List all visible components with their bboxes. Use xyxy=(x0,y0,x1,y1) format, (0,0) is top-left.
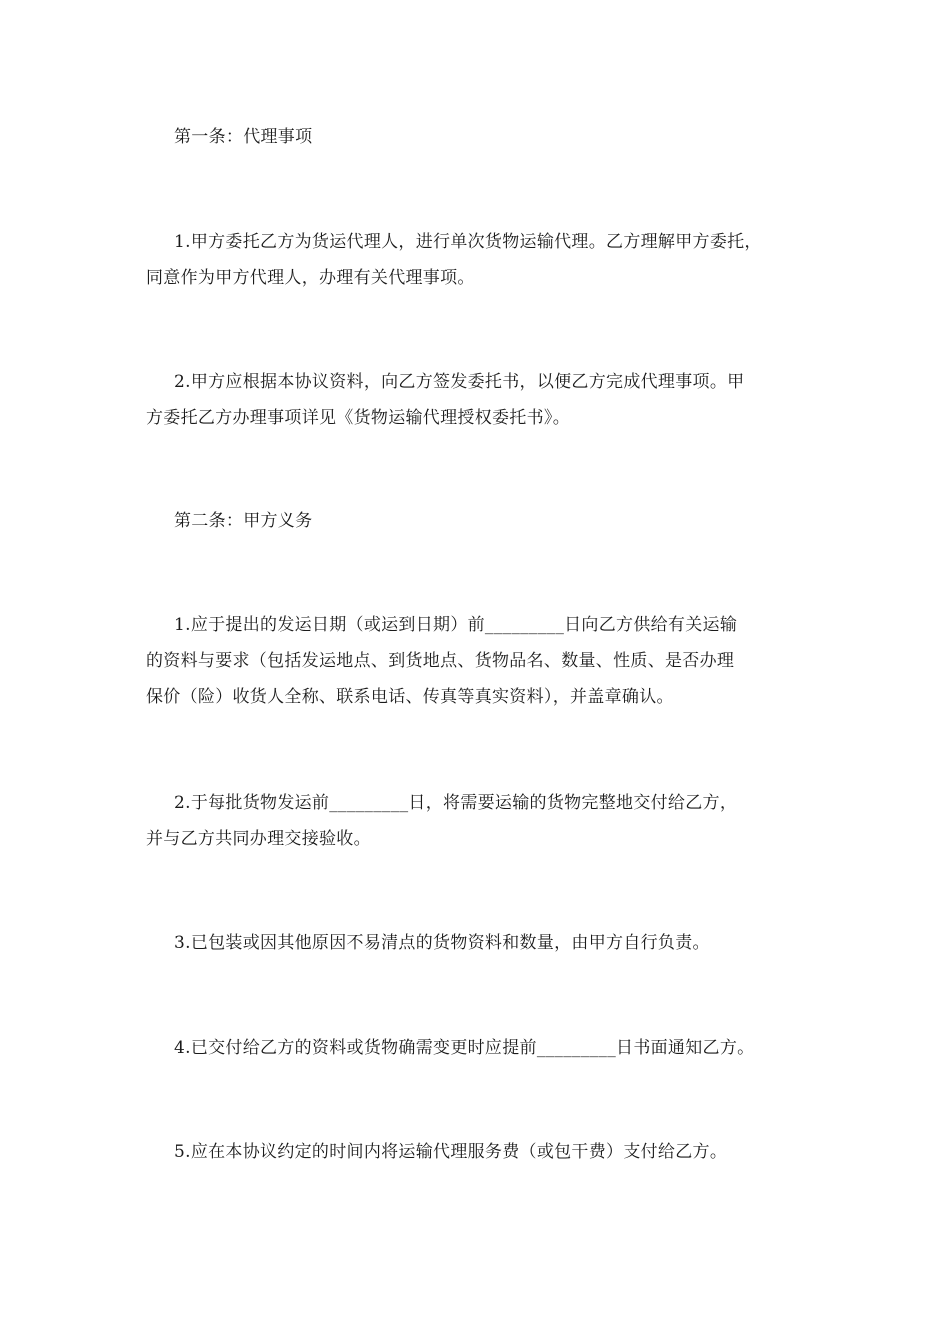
article-1-item-2 xyxy=(146,364,826,436)
heading-text: 第二条：甲方义务 xyxy=(174,511,313,531)
article-2-item-4 xyxy=(146,1030,826,1066)
paragraph-line: 的资料与要求（包括发运地点、到货地点、货物品名、数量、性质、是否办理 xyxy=(146,651,735,671)
article-2-item-3 xyxy=(146,925,826,961)
paragraph-line: 方委托乙方办理事项详见《货物运输代理授权委托书》。 xyxy=(146,408,570,428)
paragraph-line: 保价（险）收货人全称、联系电话、传真等真实资料），并盖章确认。 xyxy=(146,687,674,707)
paragraph-line: 1.甲方委托乙方为货运代理人，进行单次货物运输代理。乙方理解甲方委托， xyxy=(174,232,762,252)
paragraph-line: 2.甲方应根据本协议资料，向乙方签发委托书，以便乙方完成代理事项。甲 xyxy=(174,372,745,392)
paragraph-line: 1.应于提出的发运日期（或运到日期）前_________日向乙方供给有关运输 xyxy=(174,615,738,635)
article-1-heading xyxy=(146,119,826,155)
article-2-item-1 xyxy=(146,607,826,715)
article-2-item-2 xyxy=(146,785,826,857)
paragraph-line: 同意作为甲方代理人，办理有关代理事项。 xyxy=(146,268,475,288)
paragraph-line: 3.已包装或因其他原因不易清点的货物资料和数量，由甲方自行负责。 xyxy=(174,933,710,953)
article-2-item-5 xyxy=(146,1134,826,1170)
heading-text: 第一条：代理事项 xyxy=(174,127,313,147)
paragraph-line: 5.应在本协议约定的时间内将运输代理服务费（或包干费）支付给乙方。 xyxy=(174,1142,728,1162)
paragraph-line: 并与乙方共同办理交接验收。 xyxy=(146,829,371,849)
paragraph-line: 2.于每批货物发运前_________日，将需要运输的货物完整地交付给乙方， xyxy=(174,793,738,813)
paragraph-line: 4.已交付给乙方的资料或货物确需变更时应提前_________日书面通知乙方。 xyxy=(174,1038,755,1058)
article-2-heading xyxy=(146,503,826,539)
article-1-item-1 xyxy=(146,224,826,296)
